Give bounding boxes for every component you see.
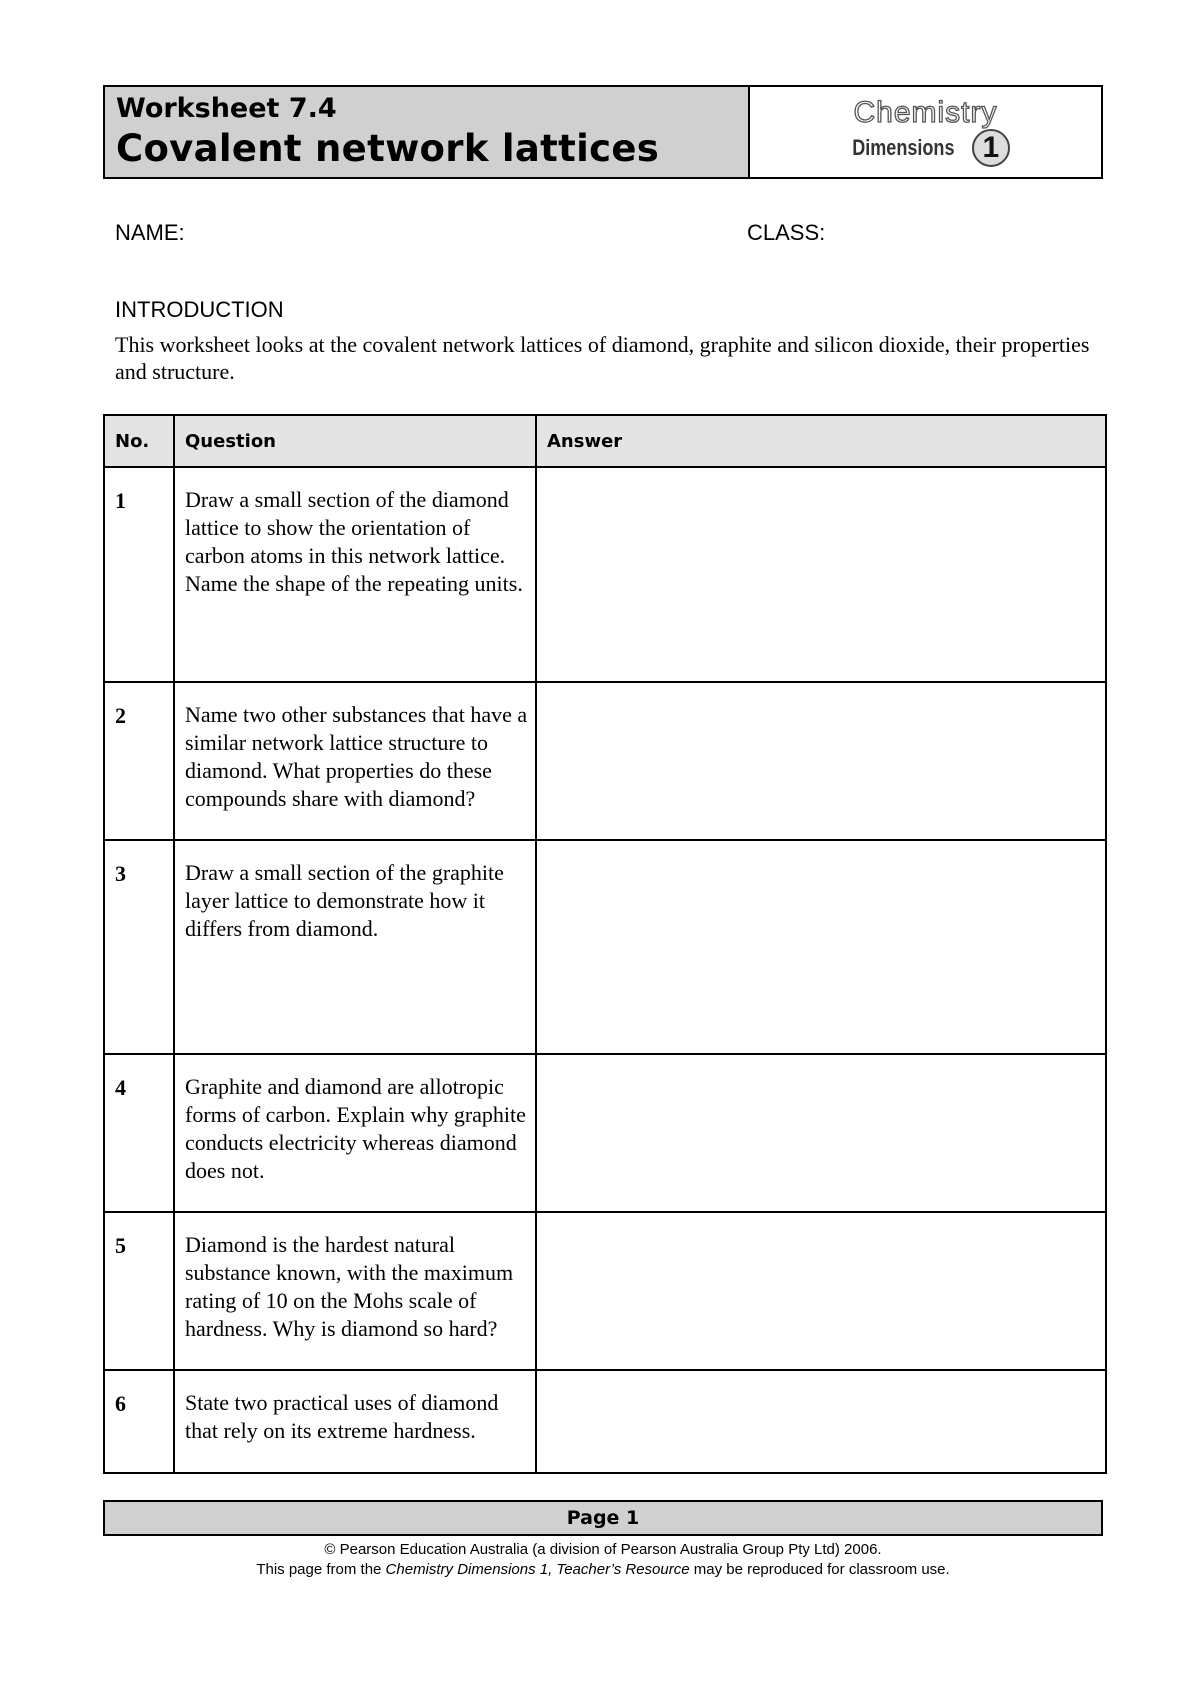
table-row [104,840,1106,1054]
page-number-bar: Page 1 [103,1500,1103,1536]
resource-title: Chemistry Dimensions 1, Teacher’s Resource [385,1561,690,1578]
copyright-line: © Pearson Education Australia (a division of Pearson Australia Group Pty Ltd) 2006. [324,1541,882,1558]
column-header-no: No. [104,415,174,467]
table-row [104,467,1106,682]
table-row [104,1212,1106,1370]
question-text: Graphite and diamond are allotropic forms of carbon. Explain why graphite conducts electricity whereas diamond does not. [174,1054,536,1212]
class-label: CLASS: [747,220,826,245]
reproduction-notice [103,1561,1103,1578]
answer-cell[interactable] [536,1054,1106,1212]
answer-cell[interactable] [536,1212,1106,1370]
introduction-heading: INTRODUCTION [115,297,284,322]
worksheet-header [103,85,1103,179]
name-label: NAME: [115,220,185,245]
table-row [104,1054,1106,1212]
question-text: Draw a small section of the diamond lattice to show the orientation of carbon atoms in this network lattice. Name the shape of the repeating units. [174,467,536,682]
logo-row [841,129,1010,167]
question-number: 3 [104,840,174,1054]
logo-word-dimensions: Dimensions [852,134,955,160]
worksheet-title: Covalent network lattices [116,127,660,170]
question-text: Diamond is the hardest natural substance known, with the maximum rating of 10 on the Mohs scale of hardness. Why is diamond so hard? [174,1212,536,1370]
introduction-text: This worksheet looks at the covalent network lattices of diamond, graphite and silicon dioxide, their properties and structure. [115,332,1090,384]
question-number: 1 [104,467,174,682]
title-block [105,87,750,177]
question-table [103,414,1107,1474]
chemistry-dimensions-logo [841,95,1010,167]
answer-cell[interactable] [536,840,1106,1054]
question-text: State two practical uses of diamond that rely on its extreme hardness. [174,1370,536,1473]
table-row [104,1370,1106,1473]
question-number: 2 [104,682,174,840]
answer-cell[interactable] [536,1370,1106,1473]
question-text: Name two other substances that have a similar network lattice structure to diamond. What properties do these compounds share with diamond? [174,682,536,840]
answer-cell[interactable] [536,467,1106,682]
worksheet-number: Worksheet 7.4 [116,93,337,124]
question-number: 5 [104,1212,174,1370]
reproduction-prefix: This page from the [256,1561,386,1578]
reproduction-suffix: may be reproduced for classroom use. [689,1561,950,1578]
question-number: 4 [104,1054,174,1212]
column-header-answer: Answer [536,415,1106,467]
column-header-question: Question [174,415,536,467]
logo-block [750,87,1101,177]
answer-cell[interactable] [536,682,1106,840]
logo-badge-icon: 1 [972,129,1010,167]
table-row [104,682,1106,840]
question-number: 6 [104,1370,174,1473]
logo-word-chemistry: Chemistry [853,95,998,129]
table-header-row [104,415,1106,467]
question-text: Draw a small section of the graphite layer lattice to demonstrate how it differs from diamond. [174,840,536,1054]
